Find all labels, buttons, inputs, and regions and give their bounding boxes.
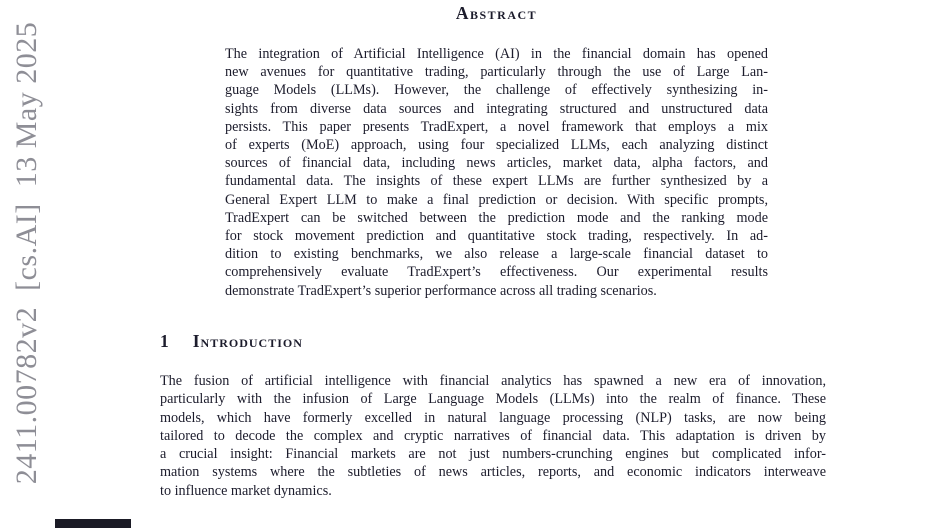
abstract-line: The integration of Artificial Intelligence (AI) in the financial domain has opened — [225, 46, 768, 62]
introduction-line: The fusion of artificial intelligence with financial analytics has spawned a new era of innovation, — [160, 373, 826, 389]
abstract-line: of experts (MoE) approach, using four specialized LLMs, each analyzing distinct — [225, 137, 768, 154]
abstract-line: for stock movement prediction and quantitative stock trading, respectively. In ad- — [225, 228, 768, 245]
section-number: 1 — [160, 331, 169, 351]
abstract-text — [225, 45, 768, 300]
abstract-line: sources of financial data, including news articles, market data, alpha factors, and — [225, 155, 768, 172]
introduction-line: models, which have formerly excelled in natural language processing (NLP) tasks, are now being — [160, 409, 826, 426]
introduction-text — [160, 372, 826, 500]
introduction-line: a crucial insight: Financial markets are not just numbers-crunching engines but complicated infor- — [160, 446, 826, 463]
abstract-line: new avenues for quantitative trading, particularly through the use of Large Lan- — [225, 64, 768, 81]
introduction-line: to influence market dynamics. — [160, 482, 332, 499]
abstract-line: persists. This paper presents TradExpert, a novel framework that employs a mix — [225, 118, 768, 135]
introduction-line: particularly with the infusion of Large Language Models (LLMs) into the realm of finance. These — [160, 391, 826, 408]
abstract-heading: Abstract — [455, 3, 538, 23]
abstract-line: sights from diverse data sources and integrating structured and unstructured data — [225, 100, 768, 117]
abstract-line: comprehensively evaluate TradExpert’s effectiveness. Our experimental results — [225, 264, 768, 281]
arxiv-watermark: 2411.00782v2 [cs.AI] 13 May 2025 — [10, 21, 43, 485]
abstract-line: guage Models (LLMs). However, the challenge of effectively synthesizing in- — [225, 82, 768, 99]
cutoff-content-fragment — [55, 519, 131, 528]
introduction-line: mation systems where the subtleties of news articles, reports, and economic indicators interweave — [160, 464, 826, 481]
section-title: Introduction — [192, 331, 303, 351]
abstract-line: demonstrate TradExpert’s superior performance across all trading scenarios. — [225, 282, 657, 299]
introduction-line: tailored to decode the complex and cryptic narratives of financial data. This adaptation is driven by — [160, 427, 826, 444]
introduction-heading — [160, 331, 303, 352]
abstract-line: fundamental data. The insights of these expert LLMs are further synthesized by a — [225, 173, 768, 190]
abstract-line: dition to existing benchmarks, we also release a large-scale financial dataset to — [225, 246, 768, 263]
abstract-line: TradExpert can be switched between the prediction mode and the ranking mode — [225, 209, 768, 226]
abstract-line: General Expert LLM to make a final prediction or decision. With specific prompts, — [225, 191, 768, 208]
